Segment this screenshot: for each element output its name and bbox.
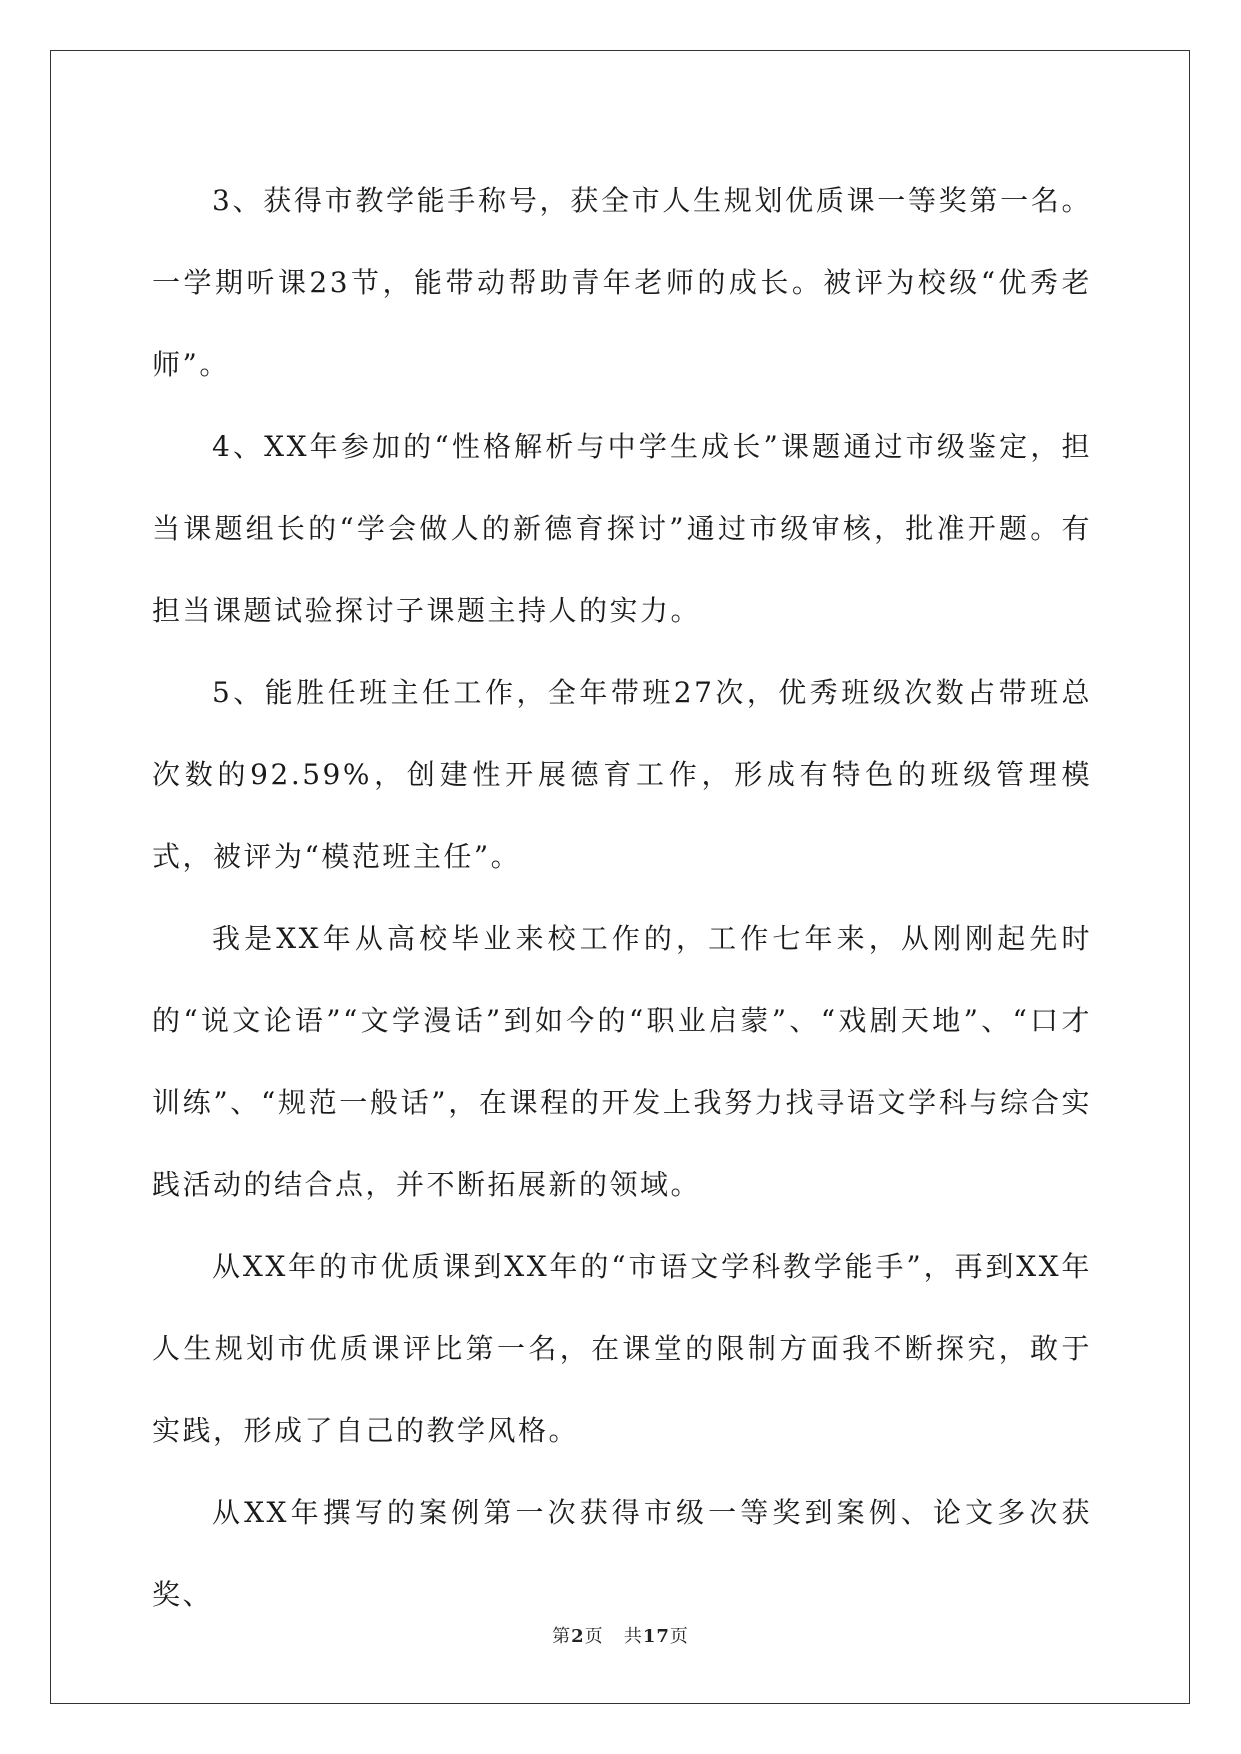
paragraph-papers-awards: 从XX年撰写的案例第一次获得市级一等奖到案例、论文多次获奖、 xyxy=(152,1496,1092,1611)
paragraph-award-teaching: 3、获得市教学能手称号，获全市人生规划优质课一等奖第一名。一学期听课23节，能带动帮助青年老师的成长。被评为校级“优秀老师”。 xyxy=(152,184,1092,381)
document-body xyxy=(152,160,1092,1636)
current-page-number: 2 xyxy=(571,1626,585,1647)
paragraph-research-topic: 4、XX年参加的“性格解析与中学生成长”课题通过市级鉴定，担当课题组长的“学会做人的新德育探讨”通过市级审核，批准开题。有担当课题试验探讨子课题主持人的实力。 xyxy=(152,430,1092,627)
total-page-count: 17 xyxy=(642,1626,670,1647)
page-footer xyxy=(0,1622,1241,1648)
paragraph-class-teacher: 5、能胜任班主任工作，全年带班27次，优秀班级次数占带班总次数的92.59%，创建性开展德育工作，形成有特色的班级管理模式，被评为“模范班主任”。 xyxy=(152,676,1092,873)
footer-prefix: 第 xyxy=(552,1626,572,1647)
paragraph-course-development: 我是XX年从高校毕业来校工作的，工作七年来，从刚刚起先时的“说文论语”“文学漫话”到如今的“职业启蒙”、“戏剧天地”、“口才训练”、“规范一般话”，在课程的开发上我努力找寻语文学科与综合实践活动的结合点，并不断拓展新的领域。 xyxy=(152,922,1092,1201)
footer-total-suffix: 页 xyxy=(669,1626,689,1647)
footer-total-prefix: 共 xyxy=(623,1626,643,1647)
footer-page-word: 页 xyxy=(584,1626,604,1647)
paragraph-teaching-style: 从XX年的市优质课到XX年的“市语文学科教学能手”，再到XX年人生规划市优质课评比第一名，在课堂的限制方面我不断探究，敢于实践，形成了自己的教学风格。 xyxy=(152,1250,1092,1447)
